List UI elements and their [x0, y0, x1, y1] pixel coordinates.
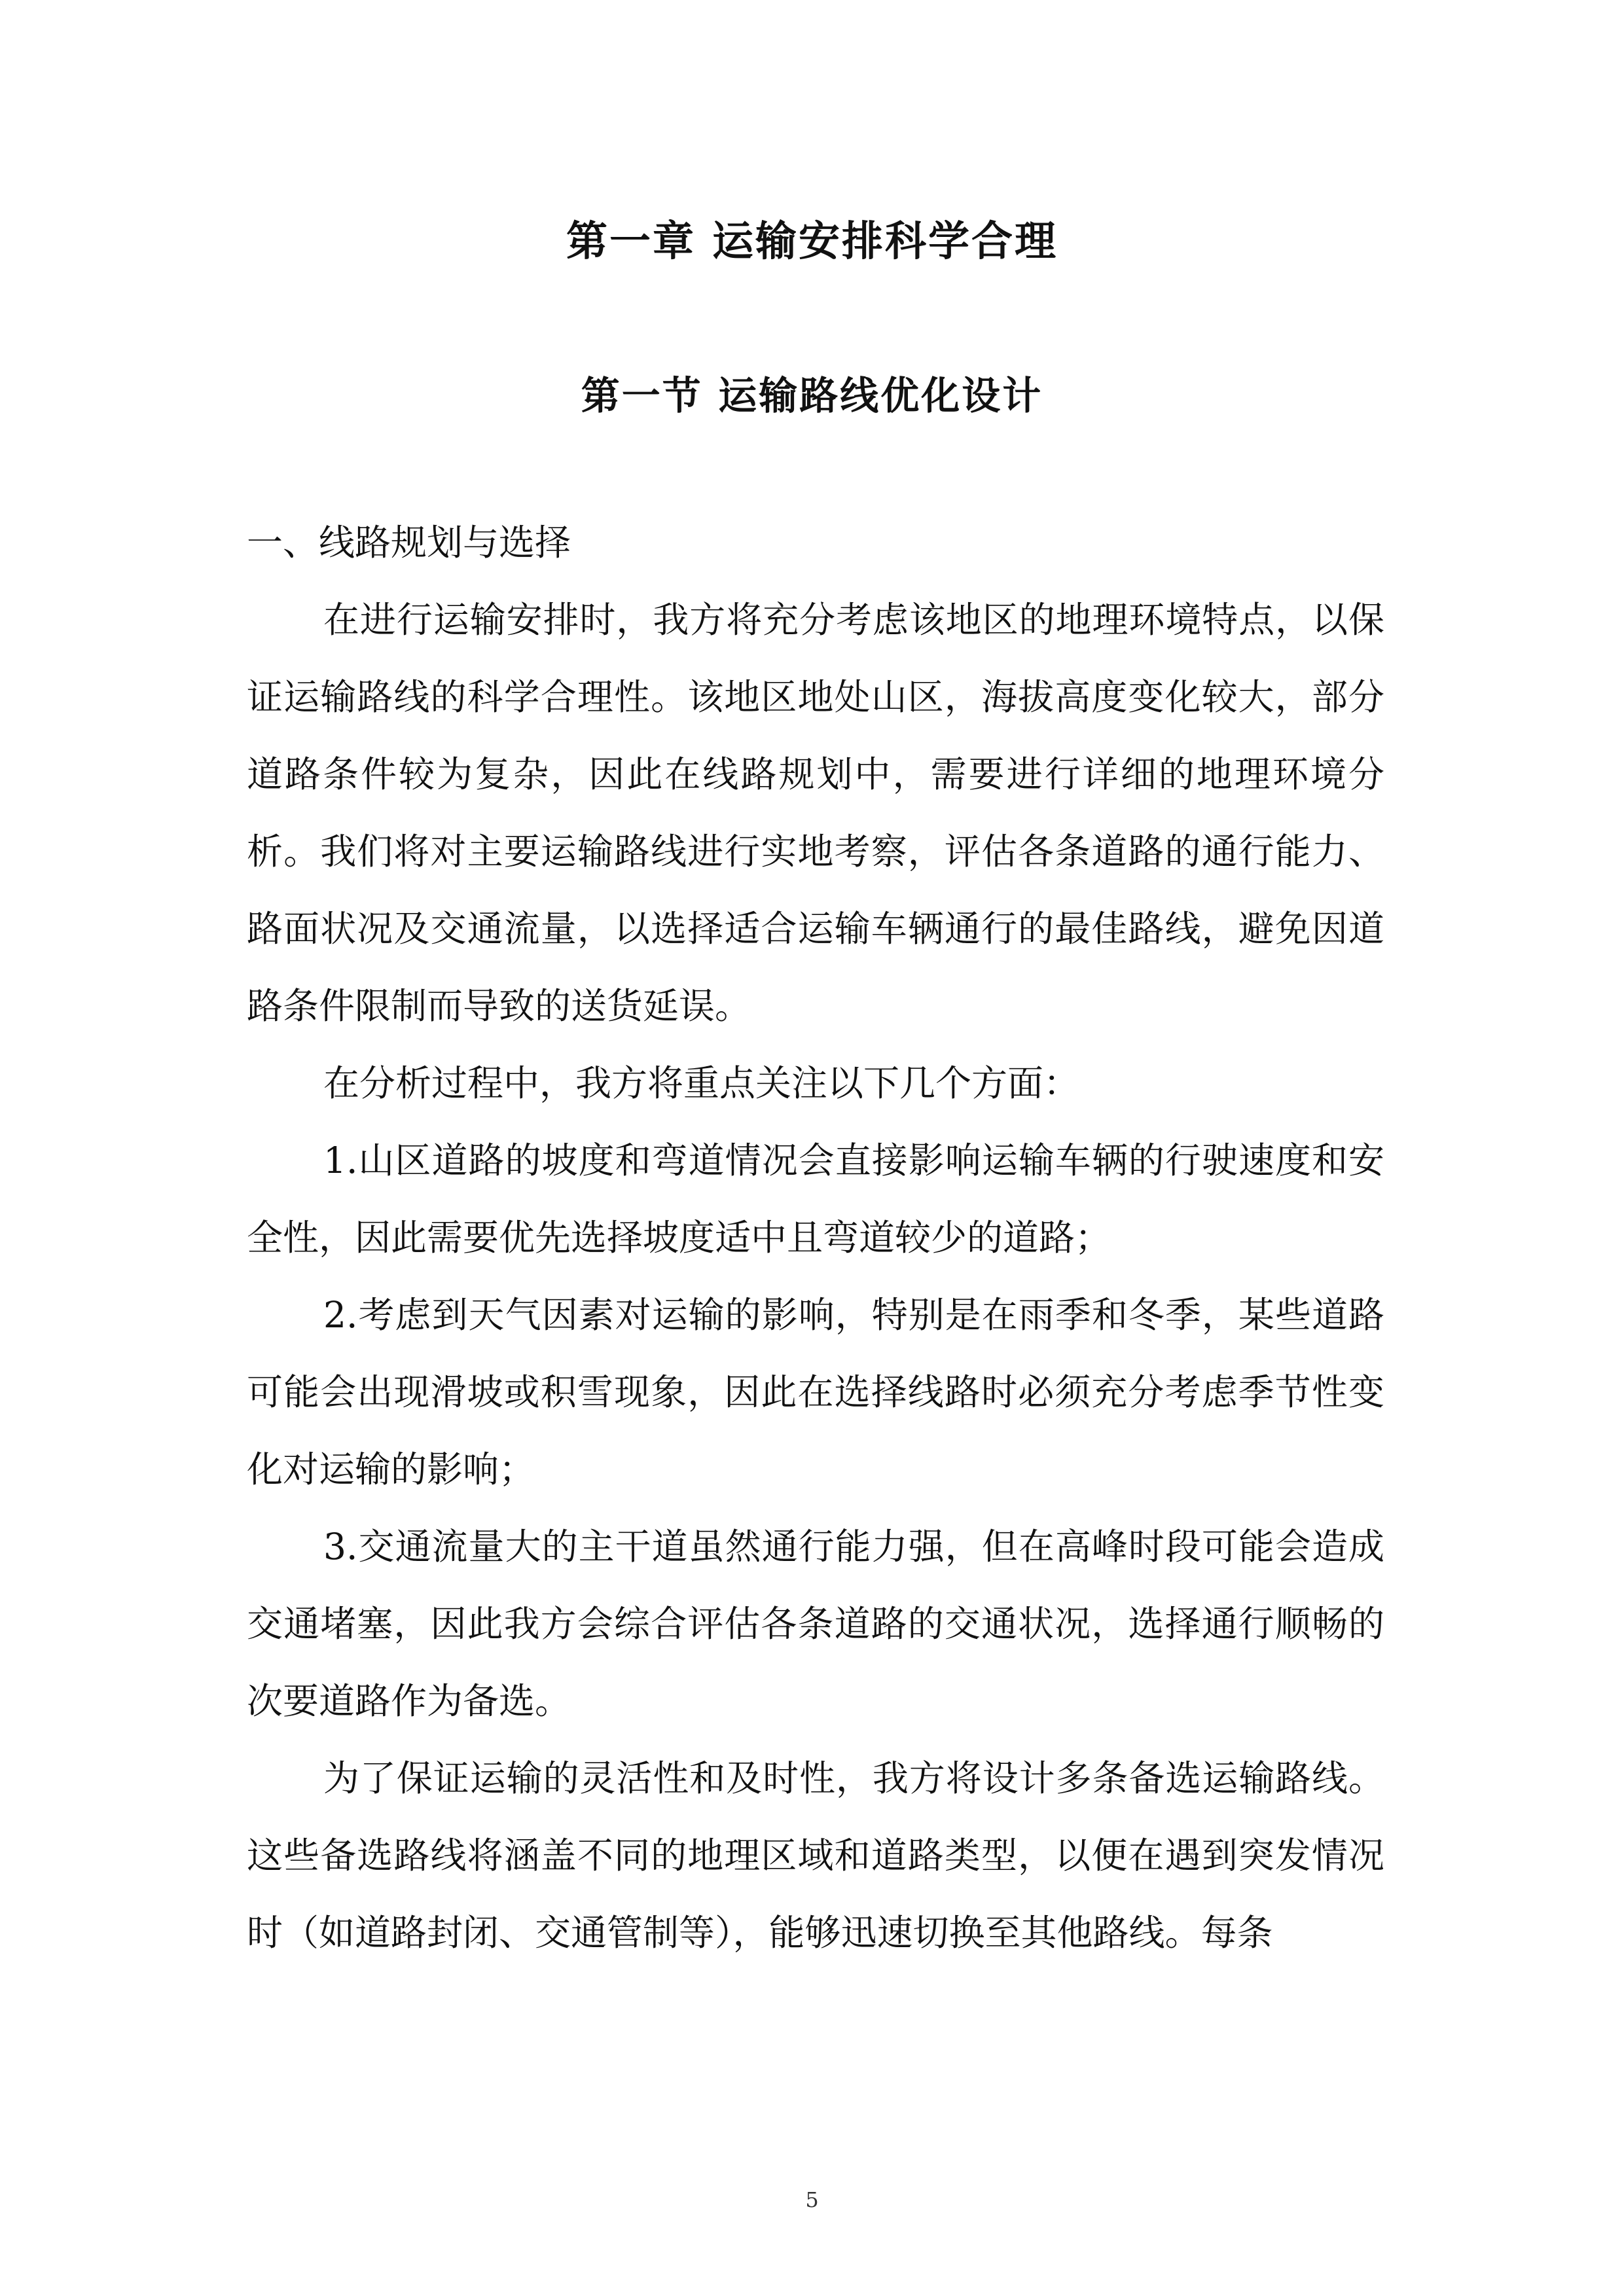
list-item: 1.山区道路的坡度和弯道情况会直接影响运输车辆的行驶速度和安全性，因此需要优先选择坡度适中且弯道较少的道路；: [247, 1139, 1384, 1259]
list-item: 2.考虑到天气因素对运输的影响，特别是在雨季和冬季，某些道路可能会出现滑坡或积雪现象，因此在选择线路时必须充分考虑季节性变化对运输的影响；: [247, 1294, 1384, 1490]
paragraph: 为了保证运输的灵活性和及时性，我方将设计多条备选运输路线。这些备选路线将涵盖不同的地理区域和道路类型，以便在遇到突发情况时（如道路封闭、交通管制等），能够迅速切换至其他路线。每条: [247, 1757, 1384, 1954]
list-item: 3.交通流量大的主干道虽然通行能力强，但在高峰时段可能会造成交通堵塞，因此我方会综合评估各条道路的交通状况，选择通行顺畅的次要道路作为备选。: [247, 1526, 1384, 1722]
chapter-title: 第一章 运输安排科学合理: [566, 217, 1058, 265]
body-text: [247, 504, 1384, 1971]
page-number: 5: [805, 2187, 819, 2212]
paragraph: 在进行运输安排时，我方将充分考虑该地区的地理环境特点，以保证运输路线的科学合理性。该地区地处山区，海拔高度变化较大，部分道路条件较为复杂，因此在线路规划中，需要进行详细的地理环境分析。我们将对主要运输路线进行实地考察，评估各条道路的通行能力、路面状况及交通流量，以选择适合运输车辆通行的最佳路线，避免因道路条件限制而导致的送货延误。: [247, 599, 1384, 1027]
paragraph: 在分析过程中，我方将重点关注以下几个方面：: [323, 1062, 1080, 1104]
section-title: 第一节 运输路线优化设计: [581, 373, 1043, 418]
subheading: 一、线路规划与选择: [247, 522, 571, 564]
